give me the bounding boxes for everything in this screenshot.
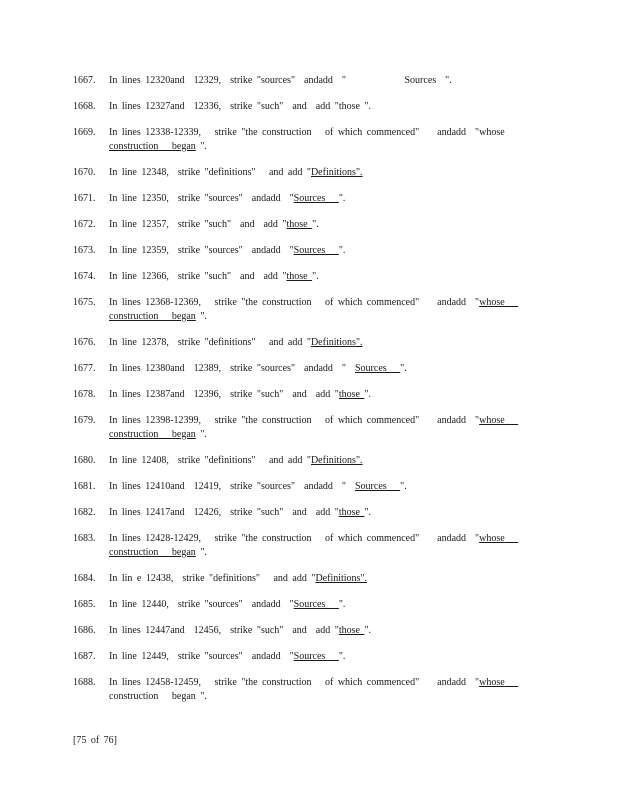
amendment-text-part: ". [364, 507, 372, 518]
amendment-text-part: ". [312, 271, 319, 282]
amendment-text [109, 624, 533, 638]
amendment-text [109, 218, 533, 232]
inserted-text: Definitions". [310, 167, 363, 178]
amendment-number: 1682. [73, 507, 96, 518]
amendment-text-part: ". [195, 311, 207, 322]
amendment-text-part: ". [338, 245, 346, 256]
amendment-text [109, 454, 533, 468]
amendment-text-part: ". [364, 389, 372, 400]
amendment-text-part: Sources [346, 75, 437, 86]
amendment-number: 1672. [73, 219, 96, 230]
amendment-text-part: ". [400, 363, 407, 374]
amendment-text [109, 572, 533, 586]
amendment-text [109, 650, 533, 664]
amendment-text [109, 532, 533, 560]
inserted-text: Sources [293, 599, 339, 610]
amendment-text-part: In line 12366, strike "such" and add " [109, 271, 287, 282]
amendment-text-part: In line 12350, strike "sources" andadd " [109, 193, 294, 204]
amendment-text-part: In line 12408, strike "definitions" and add " [109, 455, 311, 466]
amendment-text [109, 192, 533, 206]
amendment-number: 1677. [73, 363, 96, 374]
inserted-text: those [286, 219, 313, 230]
amendment-text-part: ". [195, 141, 207, 152]
inserted-text: those [338, 507, 365, 518]
amendment-number: 1675. [73, 297, 96, 308]
amendment-text [109, 480, 533, 494]
amendment-number: 1674. [73, 271, 96, 282]
amendment-number: 1681. [73, 481, 96, 492]
amendment-number: 1686. [73, 625, 96, 636]
inserted-text: Definitions". [310, 455, 363, 466]
amendment-text-part: In line 12440, strike "sources" andadd " [109, 599, 294, 610]
amendment-text [109, 126, 533, 154]
amendment-text-part: In lines 12380and 12389, strike "sources" andadd " [109, 363, 355, 374]
amendment-text-part: ". [436, 75, 452, 86]
amendment-number: 1673. [73, 245, 96, 256]
amendment-number: 1668. [73, 101, 96, 112]
amendment-text [109, 598, 533, 612]
amendment-number: 1685. [73, 599, 96, 610]
amendment-text-part: ". [364, 625, 372, 636]
inserted-text: whose construction began [109, 297, 505, 322]
amendment-text-part: ". [195, 547, 207, 558]
amendment-text [109, 100, 533, 114]
amendment-text-part: ". [338, 599, 346, 610]
amendment-text-part: ". [338, 651, 346, 662]
inserted-text: Sources [293, 651, 339, 662]
amendment-text [109, 336, 533, 350]
amendment-text-part: In lines 12428-12429, strike "the construction of which commenced" andadd " [109, 533, 480, 544]
amendment-number: 1688. [73, 677, 96, 688]
amendment-text [109, 244, 533, 258]
amendment-text-part: In lines 12368-12369, strike "the construction of which commenced" andadd " [109, 297, 480, 308]
amendment-text [109, 388, 533, 402]
amendment-text-part: In lines 12338-12339, strike "the construction of which commenced" andadd "whose [109, 127, 505, 138]
amendment-text-part: In lin e 12438, strike "definitions" and add " [109, 573, 316, 584]
amendment-number: 1684. [73, 573, 96, 584]
amendment-number: 1678. [73, 389, 96, 400]
amendment-text [109, 676, 533, 704]
inserted-text: Sources [355, 481, 401, 492]
amendment-text [109, 362, 533, 376]
amendment-text [109, 74, 533, 88]
inserted-text: those [338, 625, 365, 636]
amendment-number: 1687. [73, 651, 96, 662]
amendment-text [109, 296, 533, 324]
inserted-text: those [338, 389, 365, 400]
amendment-text-part: In lines 12447and 12456, strike "such" and add " [109, 625, 339, 636]
inserted-text: whose [479, 677, 505, 688]
inserted-text: Sources [293, 245, 339, 256]
amendment-text-part: In lines 12458-12459, strike "the construction of which commenced" andadd " [109, 677, 480, 688]
inserted-text: those [286, 271, 313, 282]
amendment-text-part: In lines 12327and 12336, strike "such" and add "those ". [109, 101, 372, 112]
amendment-text-part: In line 12378, strike "definitions" and add " [109, 337, 311, 348]
amendment-text-part: In line 12449, strike "sources" andadd " [109, 651, 294, 662]
amendment-text-part: In lines 12320and 12329, strike "sources" andadd " [109, 75, 346, 86]
amendment-number: 1671. [73, 193, 96, 204]
amendment-text [109, 506, 533, 520]
amendment-text-part: ". [400, 481, 407, 492]
amendment-number: 1667. [73, 75, 96, 86]
inserted-text: whose construction began [109, 415, 505, 440]
amendment-number: 1680. [73, 455, 96, 466]
amendment-text-part: construction began ". [109, 691, 207, 702]
amendment-text-part: ". [312, 219, 319, 230]
amendment-text-part: In lines 12398-12399, strike "the construction of which commenced" andadd " [109, 415, 480, 426]
amendment-number: 1669. [73, 127, 96, 138]
page-footer: [75 of 76] [73, 735, 117, 746]
amendment-text-part: ". [338, 193, 346, 204]
amendment-text-part: In line 12359, strike "sources" andadd " [109, 245, 294, 256]
amendment-number: 1670. [73, 167, 96, 178]
amendment-text-part: In line 12357, strike "such" and add " [109, 219, 287, 230]
amendment-number: 1676. [73, 337, 96, 348]
amendment-text-part: In lines 12410and 12419, strike "sources" andadd " [109, 481, 355, 492]
amendment-text-part: In lines 12387and 12396, strike "such" and add " [109, 389, 339, 400]
inserted-text: whose construction began [109, 533, 505, 558]
amendment-number: 1683. [73, 533, 96, 544]
amendment-text-part: In lines 12417and 12426, strike "such" and add " [109, 507, 339, 518]
inserted-text: Definitions". [310, 337, 363, 348]
amendment-text [109, 414, 533, 442]
inserted-text: construction began [109, 141, 196, 152]
amendment-number: 1679. [73, 415, 96, 426]
amendment-text [109, 166, 533, 180]
amendment-text-part: ". [195, 429, 207, 440]
inserted-text: Definitions". [315, 573, 368, 584]
inserted-text: Sources [355, 363, 401, 374]
amendment-text-part: In line 12348, strike "definitions" and add " [109, 167, 311, 178]
inserted-text: Sources [293, 193, 339, 204]
amendment-text [109, 270, 533, 284]
